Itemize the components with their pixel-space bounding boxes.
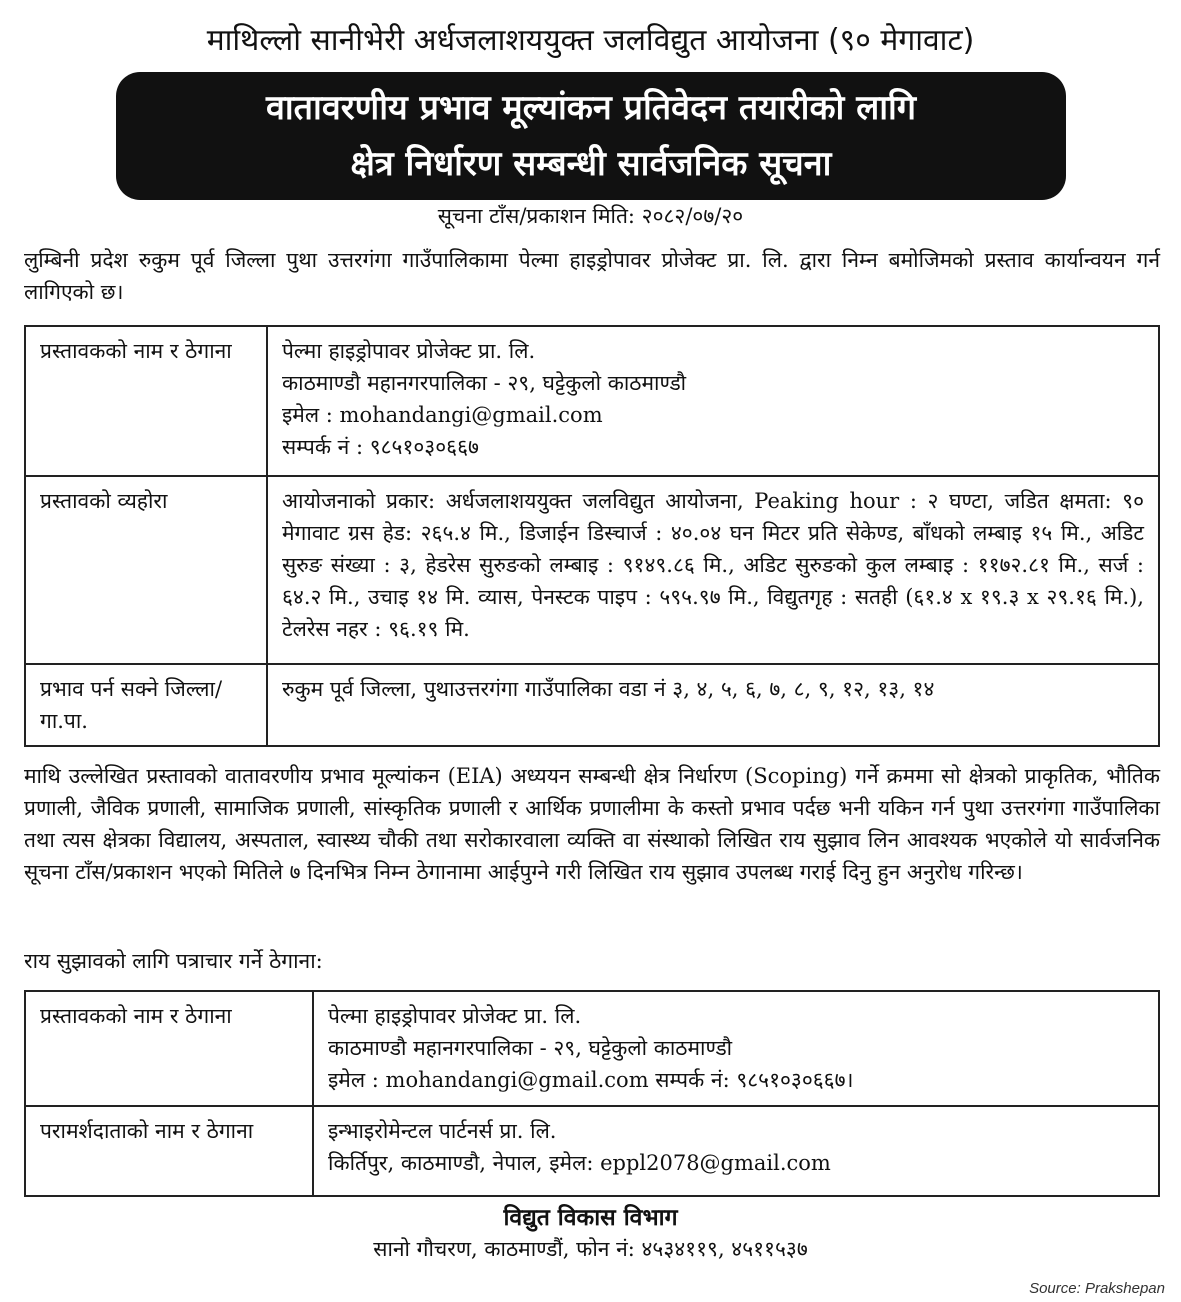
table-row (25, 1106, 1159, 1196)
proponent-name: पेल्मा हाइड्रोपावर प्रोजेक्ट प्रा. लि. (282, 339, 536, 363)
proposal-table (24, 325, 1160, 747)
table-row (25, 476, 1159, 664)
project-title: माथिल्लो सानीभेरी अर्धजलाशययुक्त जलविद्युत आयोजना (९० मेगावाट) (206, 23, 975, 58)
row-value (313, 1106, 1159, 1196)
source-credit: Source: Prakshepan (1029, 1280, 1165, 1297)
consultant-address: किर्तिपुर, काठमाण्डौ, नेपाल, इमेल: eppl2078@gmail.com (328, 1151, 831, 1175)
proponent-address: काठमाण्डौ महानगरपालिका - २९, घट्टेकुलो काठमाण्डौ (282, 371, 687, 395)
table-row (25, 326, 1159, 476)
banner-line-2: क्षेत्र निर्धारण सम्बन्धी सार्वजनिक सूचना (350, 144, 832, 184)
row-label: प्रभाव पर्न सक्ने जिल्ला/गा.पा. (25, 664, 267, 746)
proponent-address: काठमाण्डौ महानगरपालिका - २९, घट्टेकुलो काठमाण्डौ (328, 1036, 733, 1060)
department-name: विद्युत विकास विभाग (503, 1205, 678, 1231)
notice-date: सूचना टाँस/प्रकाशन मिति: २०८२/०७/२० (437, 204, 744, 228)
row-value: आयोजनाको प्रकार: अर्धजलाशययुक्त जलविद्युत आयोजना, Peaking hour : २ घण्टा, जडित क्षमता: ९० मेगावाट ग्रस हेड: २६५.४ मि., डिजाईन डिस्चार्ज : ४०.०४ घन मिटर प्रति सेकेण्ड, बाँधको लम्बाइ १५ मि., अडिट सुरुङ संख्या : ३, हेडरेस सुरुङको लम्बाइ : ९१४९.८६ मि., अडिट सुरुङको कुल लम्बाइ : ११७२.८१ मि., सर्ज : ६४.२ मि., उचाइ १४ मि. व्यास, पेनस्टक पाइप : ५९५.९७ मि., विद्युतगृह : सतही (६१.४ x १९.३ x २९.१६ मि.), टेलरेस नहर : ९६.१९ मि. (267, 476, 1159, 664)
proponent-contact: इमेल : mohandangi@gmail.com सम्पर्क नं: ९८५१०३०६६७। (328, 1068, 854, 1092)
row-label: प्रस्तावकको नाम र ठेगाना (25, 326, 267, 476)
proponent-phone: सम्पर्क नं : ९८५१०३०६६७ (282, 435, 479, 459)
row-label: प्रस्तावकको नाम र ठेगाना (25, 991, 313, 1106)
row-value (267, 326, 1159, 476)
table-row (25, 664, 1159, 746)
notice-banner (116, 72, 1066, 200)
row-label: प्रस्तावको व्यहोरा (25, 476, 267, 664)
proponent-name: पेल्मा हाइड्रोपावर प्रोजेक्ट प्रा. लि. (328, 1004, 582, 1028)
correspondence-table (24, 990, 1160, 1197)
row-label: परामर्शदाताको नाम र ठेगाना (25, 1106, 313, 1196)
table-row (25, 991, 1159, 1106)
body-paragraph: माथि उल्लेखित प्रस्तावको वातावरणीय प्रभाव मूल्यांकन (EIA) अध्ययन सम्बन्धी क्षेत्र निर्धारण (Scoping) गर्ने क्रममा सो क्षेत्रको प्राकृतिक, भौतिक प्रणाली, जैविक प्रणाली, सामाजिक प्रणाली, सांस्कृतिक प्रणाली र आर्थिक प्रणालीमा के कस्तो प्रभाव पर्दछ भनी यकिन गर्न पुथा उत्तरगंगा गाउँपालिका तथा त्यस क्षेत्रका विद्यालय, अस्पताल, स्वास्थ्य चौकी तथा सरोकारवाला व्यक्ति वा संस्थाको लिखित राय सुझाव लिन आवश्यक भएकोले यो सार्वजनिक सूचना टाँस/प्रकाशन भएको मितिले ७ दिनभित्र निम्न ठेगानामा आईपुग्ने गरी लिखित राय सुझाव उपलब्ध गराई दिनु हुन अनुरोध गरिन्छ। (24, 764, 1160, 884)
correspondence-heading: राय सुझावको लागि पत्राचार गर्ने ठेगाना: (24, 949, 323, 973)
row-value: रुकुम पूर्व जिल्ला, पुथाउत्तरगंगा गाउँपालिका वडा नं ३, ४, ५, ६, ७, ८, ९, १२, १३, १४ (267, 664, 1159, 746)
proponent-email: इमेल : mohandangi@gmail.com (282, 403, 603, 427)
consultant-name: इन्भाइरोमेन्टल पार्टनर्स प्रा. लि. (328, 1119, 557, 1143)
row-value (313, 991, 1159, 1106)
department-address: सानो गौचरण, काठमाण्डौं, फोन नं: ४५३४११९, ४५११५३७ (373, 1237, 808, 1261)
banner-line-1: वातावरणीय प्रभाव मूल्यांकन प्रतिवेदन तयारीको लागि (265, 88, 917, 128)
intro-paragraph: लुम्बिनी प्रदेश रुकुम पूर्व जिल्ला पुथा उत्तरगंगा गाउँपालिकामा पेल्मा हाइड्रोपावर प्रोजेक्ट प्रा. लि. द्वारा निम्न बमोजिमको प्रस्ताव कार्यान्वयन गर्न लागिएको छ। (24, 248, 1160, 304)
